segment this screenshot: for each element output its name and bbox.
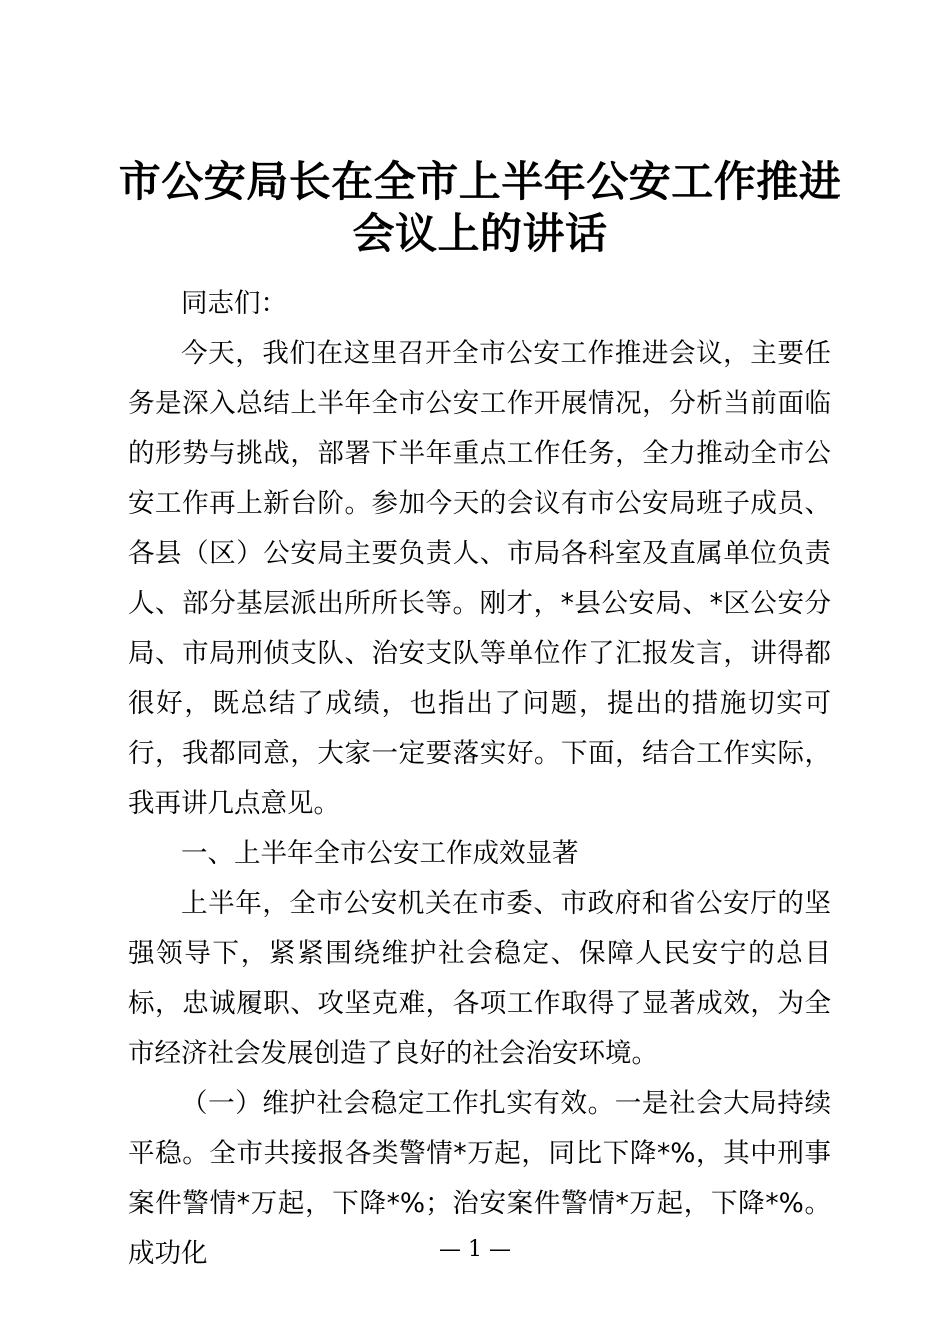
page-number: — 1 — (439, 1237, 511, 1262)
salutation: 同志们： (181, 288, 287, 319)
document-body (128, 279, 831, 1279)
body-paragraph-stability: （一）维护社会稳定工作扎实有效。一是社会大局持续平稳。全市共接报各类警情*万起，同比下降*%，其中刑事案件警情*万起，下降*%；治安案件警情*万起，下降*%。成功化 (128, 1088, 831, 1269)
section-heading-1: 一、上半年全市公安工作成效显著 (181, 838, 579, 869)
title-line-2: 会议上的讲话 (352, 209, 608, 258)
document-title (100, 156, 860, 260)
body-paragraph-summary: 上半年，全市公安机关在市委、市政府和省公安厅的坚强领导下，紧紧围绕维护社会稳定、保障人民安宁的总目标，忠诚履职、攻坚克难，各项工作取得了显著成效，为全市经济社会发展创造了良好的社会治安环境。 (128, 888, 831, 1069)
body-paragraph-intro: 今天，我们在这里召开全市公安工作推进会议，主要任务是深入总结上半年全市公安工作开展情况，分析当前面临的形势与挑战，部署下半年重点工作任务，全力推动全市公安工作再上新台阶。参加今天的会议有市公安局班子成员、各县（区）公安局主要负责人、市局各科室及直属单位负责人、部分基层派出所所长等。刚才，*县公安局、*区公安分局、市局刑侦支队、治安支队等单位作了汇报发言，讲得都很好，既总结了成绩，也指出了问题，提出的措施切实可行，我都同意，大家一定要落实好。下面，结合工作实际，我再讲几点意见。 (128, 338, 831, 819)
title-line-1: 市公安局长在全市上半年公安工作推进 (118, 157, 842, 206)
